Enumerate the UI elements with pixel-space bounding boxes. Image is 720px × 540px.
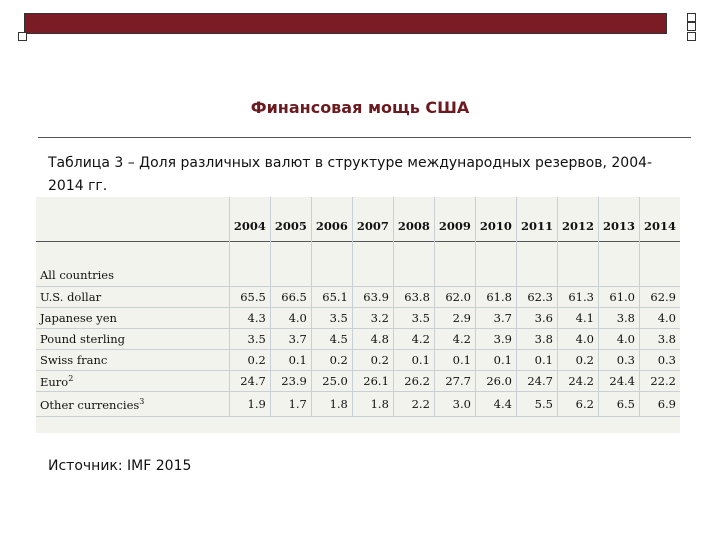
value-cell: 4.2: [393, 329, 434, 350]
value-cell: 62.3: [516, 287, 557, 308]
value-cell: 26.2: [393, 371, 434, 392]
value-cell: 66.5: [270, 287, 311, 308]
table-row: [36, 392, 680, 417]
spacer-cell: [352, 242, 393, 261]
value-cell: 6.2: [557, 392, 598, 417]
table-spacer-row: [36, 242, 680, 261]
year-header: 2011: [516, 211, 557, 242]
value-cell: 3.5: [229, 329, 270, 350]
spacer-cell: [475, 242, 516, 261]
spacer-cell: [598, 242, 639, 261]
spacer-cell: [229, 242, 270, 261]
year-header: 2014: [639, 211, 680, 242]
source-note: Источник: IMF 2015: [48, 458, 192, 474]
value-cell: 3.6: [516, 308, 557, 329]
table-header-row: [36, 211, 680, 242]
value-cell: 24.7: [229, 371, 270, 392]
spacer-cell: [270, 197, 311, 211]
value-cell: 6.5: [598, 392, 639, 417]
value-cell: 3.7: [475, 308, 516, 329]
spacer-cell: [557, 242, 598, 261]
value-cell: 3.9: [475, 329, 516, 350]
row-label: [36, 392, 229, 417]
value-cell: 61.3: [557, 287, 598, 308]
value-cell: 24.4: [598, 371, 639, 392]
table-row: [36, 308, 680, 329]
year-header: 2012: [557, 211, 598, 242]
footnote-marker: 3: [139, 396, 145, 406]
spacer-cell: [229, 197, 270, 211]
row-label-text: Japanese yen: [40, 311, 117, 325]
value-cell: 3.0: [434, 392, 475, 417]
section-cell: [557, 260, 598, 287]
table-row: [36, 371, 680, 392]
value-cell: 4.3: [229, 308, 270, 329]
table-row: [36, 287, 680, 308]
year-header: 2013: [598, 211, 639, 242]
section-cell: [352, 260, 393, 287]
value-cell: 26.0: [475, 371, 516, 392]
year-header: 2010: [475, 211, 516, 242]
reserves-table: [36, 197, 680, 417]
section-cell: [516, 260, 557, 287]
value-cell: 1.8: [352, 392, 393, 417]
value-cell: 3.2: [352, 308, 393, 329]
corner-box-right-top: [687, 13, 696, 22]
row-label-text: Euro: [40, 374, 69, 389]
table-spacer-row: [36, 197, 680, 211]
value-cell: 5.5: [516, 392, 557, 417]
spacer-cell: [311, 197, 352, 211]
value-cell: 0.2: [557, 350, 598, 371]
spacer-cell: [639, 242, 680, 261]
value-cell: 3.5: [393, 308, 434, 329]
row-label-text: U.S. dollar: [40, 290, 102, 304]
row-label-text: Other currencies: [40, 397, 140, 412]
value-cell: 65.1: [311, 287, 352, 308]
value-cell: 4.0: [270, 308, 311, 329]
row-label-text: Swiss franc: [40, 353, 108, 367]
value-cell: 0.1: [516, 350, 557, 371]
corner-box-right-bottom: [687, 32, 696, 41]
corner-box-left: [18, 32, 27, 41]
spacer-cell: [475, 197, 516, 211]
value-cell: 0.1: [393, 350, 434, 371]
value-cell: 6.9: [639, 392, 680, 417]
value-cell: 3.8: [598, 308, 639, 329]
spacer-cell: [352, 197, 393, 211]
value-cell: 24.2: [557, 371, 598, 392]
value-cell: 4.5: [311, 329, 352, 350]
year-header: 2006: [311, 211, 352, 242]
row-label: [36, 371, 229, 392]
value-cell: 25.0: [311, 371, 352, 392]
title-divider: [38, 137, 691, 138]
value-cell: 4.0: [598, 329, 639, 350]
section-cell: [639, 260, 680, 287]
table-row: [36, 329, 680, 350]
spacer-cell: [36, 242, 229, 261]
value-cell: 61.8: [475, 287, 516, 308]
value-cell: 0.3: [639, 350, 680, 371]
value-cell: 63.8: [393, 287, 434, 308]
value-cell: 61.0: [598, 287, 639, 308]
section-cell: [598, 260, 639, 287]
value-cell: 4.1: [557, 308, 598, 329]
row-label: [36, 350, 229, 371]
year-header: 2009: [434, 211, 475, 242]
value-cell: 65.5: [229, 287, 270, 308]
section-cell: [229, 260, 270, 287]
spacer-cell: [270, 242, 311, 261]
reserves-table-image: [36, 197, 680, 433]
spacer-cell: [598, 197, 639, 211]
year-header: 2007: [352, 211, 393, 242]
value-cell: 0.1: [434, 350, 475, 371]
year-header: 2005: [270, 211, 311, 242]
corner-box-right-mid: [687, 22, 696, 31]
spacer-cell: [434, 197, 475, 211]
table-row: [36, 350, 680, 371]
section-cell: [311, 260, 352, 287]
value-cell: 3.8: [639, 329, 680, 350]
value-cell: 23.9: [270, 371, 311, 392]
value-cell: 2.2: [393, 392, 434, 417]
value-cell: 4.8: [352, 329, 393, 350]
row-label: [36, 308, 229, 329]
value-cell: 4.0: [557, 329, 598, 350]
value-cell: 22.2: [639, 371, 680, 392]
value-cell: 0.1: [270, 350, 311, 371]
value-cell: 0.3: [598, 350, 639, 371]
spacer-cell: [393, 242, 434, 261]
value-cell: 4.0: [639, 308, 680, 329]
row-label: [36, 287, 229, 308]
value-cell: 27.7: [434, 371, 475, 392]
section-cell: [393, 260, 434, 287]
spacer-cell: [36, 197, 229, 211]
value-cell: 0.2: [352, 350, 393, 371]
value-cell: 63.9: [352, 287, 393, 308]
section-label: All countries: [40, 268, 114, 282]
value-cell: 4.4: [475, 392, 516, 417]
value-cell: 62.0: [434, 287, 475, 308]
value-cell: 0.1: [475, 350, 516, 371]
header-label-cell: [36, 211, 229, 242]
slide-header-bar: [24, 13, 667, 34]
value-cell: 1.8: [311, 392, 352, 417]
section-cell: [475, 260, 516, 287]
value-cell: 1.7: [270, 392, 311, 417]
spacer-cell: [434, 242, 475, 261]
section-row: [36, 260, 680, 287]
value-cell: 62.9: [639, 287, 680, 308]
spacer-cell: [557, 197, 598, 211]
value-cell: 4.2: [434, 329, 475, 350]
value-cell: 3.8: [516, 329, 557, 350]
table-caption: Таблица 3 – Доля различных валют в структуре международных резервов, 2004-2014 гг.: [48, 155, 653, 194]
footnote-marker: 2: [68, 373, 74, 383]
slide-title: Финансовая мощь США: [250, 98, 470, 117]
value-cell: 0.2: [311, 350, 352, 371]
value-cell: 0.2: [229, 350, 270, 371]
value-cell: 3.5: [311, 308, 352, 329]
spacer-cell: [311, 242, 352, 261]
year-header: 2008: [393, 211, 434, 242]
value-cell: 2.9: [434, 308, 475, 329]
value-cell: 3.7: [270, 329, 311, 350]
spacer-cell: [516, 242, 557, 261]
section-cell: [270, 260, 311, 287]
year-header: 2004: [229, 211, 270, 242]
row-label-text: Pound sterling: [40, 332, 125, 346]
value-cell: 1.9: [229, 392, 270, 417]
row-label: [36, 329, 229, 350]
section-cell: [434, 260, 475, 287]
value-cell: 24.7: [516, 371, 557, 392]
value-cell: 26.1: [352, 371, 393, 392]
spacer-cell: [393, 197, 434, 211]
spacer-cell: [516, 197, 557, 211]
spacer-cell: [639, 197, 680, 211]
